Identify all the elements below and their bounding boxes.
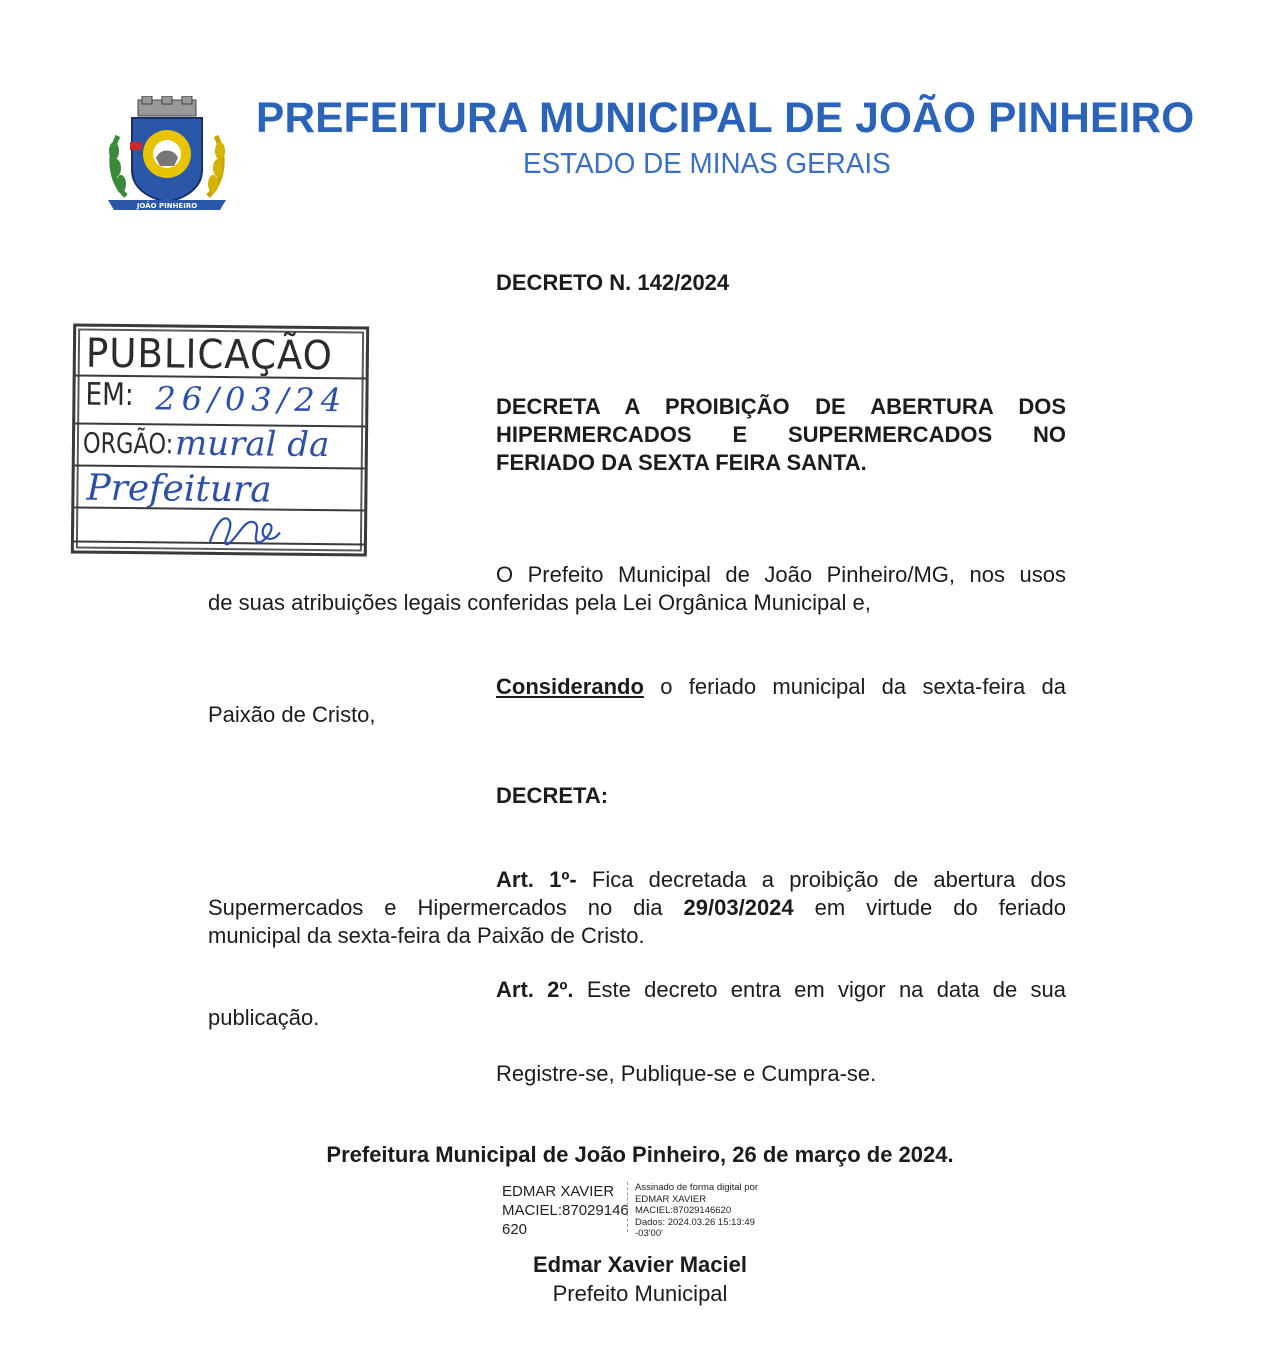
digital-signature-detail-line: Assinado de forma digital por xyxy=(635,1182,759,1193)
signer-role: Prefeito Municipal xyxy=(552,1281,728,1306)
stamp-em-label: EM: xyxy=(85,376,134,414)
considerando-paragraph-line: Paixão de Cristo, xyxy=(208,702,376,727)
intro-paragraph-line: de suas atribuições legais conferidas pela Lei Orgânica Municipal e, xyxy=(208,590,871,615)
stamp-orgao-value-line2: Prefeitura xyxy=(86,467,272,511)
municipal-crest-logo xyxy=(104,96,230,214)
stamp-orgao-value: mural da xyxy=(174,423,330,466)
stamp-initials-scribble xyxy=(204,508,284,551)
article-1-label: Art. 1º- xyxy=(496,867,577,892)
considerando-text: o feriado municipal da sexta-feira da xyxy=(643,674,1066,699)
considerando-keyword: Considerando xyxy=(496,674,644,699)
digital-signature-detail-line: -03'00' xyxy=(635,1228,663,1239)
article-2-label: Art. 2º. xyxy=(496,977,574,1002)
article-2-line: publicação. xyxy=(208,1005,320,1030)
digital-signature-name-line: MACIEL:87029146 xyxy=(502,1202,629,1219)
digital-signature-name-line: 620 xyxy=(502,1221,528,1238)
crest-caption: JOÃO PINHEIRO xyxy=(136,202,198,210)
signer-name: Edmar Xavier Maciel xyxy=(532,1252,747,1277)
stamp-em-value: 26/03/24 xyxy=(155,379,348,420)
digital-signature-name xyxy=(502,1182,629,1239)
article-1-text: em virtude do feriado xyxy=(793,895,1066,920)
article-1 xyxy=(496,866,1066,894)
publication-stamp xyxy=(71,323,369,556)
digital-signature-detail-line: Dados: 2024.03.26 15:13:49 xyxy=(635,1216,755,1228)
header-subtitle: ESTADO DE MINAS GERAIS xyxy=(523,148,891,180)
article-1-date: 29/03/2024 xyxy=(683,895,794,920)
article-1-line: municipal da sexta-feira da Paixão de Cristo. xyxy=(208,923,645,948)
article-1-line xyxy=(208,894,1066,922)
stamp-orgao-label: ORGÃO: xyxy=(82,426,174,461)
place-and-date-text: Prefeitura Municipal de João Pinheiro, 26 de março de 2024. xyxy=(326,1142,954,1167)
article-2 xyxy=(496,976,1066,1004)
decreta-heading: DECRETA: xyxy=(496,783,609,808)
header-title: PREFEITURA MUNICIPAL DE JOÃO PINHEIRO xyxy=(256,94,1195,142)
decree-ementa: DECRETA A PROIBIÇÃO DE ABERTURA DOS HIPERMERCADOS E SUPERMERCADOS NO FERIADO DA SEXTA FEIRA SANTA. xyxy=(496,394,1066,475)
article-2-text: Este decreto entra em vigor na data de sua xyxy=(573,977,1066,1002)
intro-paragraph-line: O Prefeito Municipal de João Pinheiro/MG, nos usos xyxy=(496,562,1066,587)
article-1-text: Fica decretada a proibição de abertura dos xyxy=(576,867,1066,892)
stamp-title: PUBLICAÇÃO xyxy=(85,330,334,380)
closing-formula: Registre-se, Publique-se e Cumpra-se. xyxy=(496,1061,877,1086)
decree-number: DECRETO N. 142/2024 xyxy=(496,270,730,295)
digital-signature-name-line: EDMAR XAVIER xyxy=(502,1183,615,1200)
digital-signature-detail-line: MACIEL:87029146620 xyxy=(635,1205,732,1216)
digital-signature-detail-line: EDMAR XAVIER xyxy=(635,1193,707,1205)
place-and-date xyxy=(0,1142,1280,1168)
digital-signature-details xyxy=(635,1182,758,1240)
article-1-text: Supermercados e Hipermercados no dia xyxy=(208,895,684,920)
digital-signature-divider xyxy=(627,1182,629,1232)
considerando-paragraph xyxy=(496,673,1066,701)
